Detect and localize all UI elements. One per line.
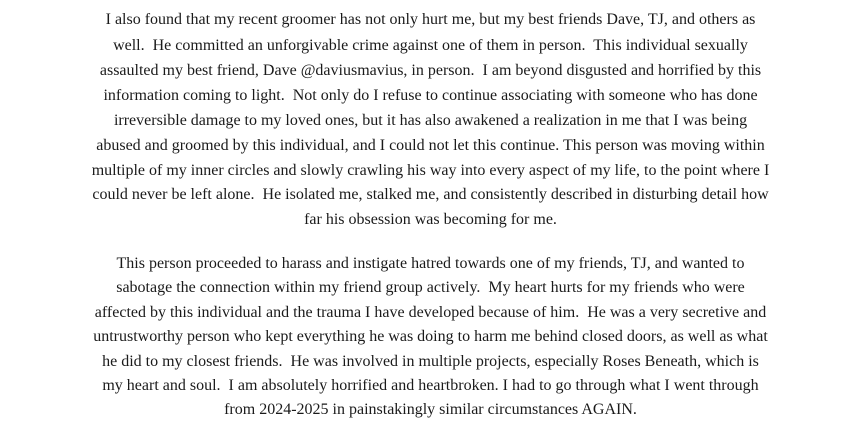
text-line: abused and groomed by this individual, and I could not let this continue. This person was moving within <box>96 137 765 154</box>
text-line: untrustworthy person who kept everything he was doing to harm me behind closed doors, as well as what <box>93 328 768 345</box>
text-line: affected by this individual and the trauma I have developed because of him. He was a very secretive and <box>94 304 767 321</box>
text-line: assaulted my best friend, Dave @daviusmavius, in person. I am beyond disgusted and horrified by this <box>99 62 762 79</box>
text-line: far his obsession was becoming for me. <box>304 211 557 228</box>
text-line: well. He committed an unforgivable crime against one of them in person. This individual sexually <box>113 37 748 54</box>
text-line: I also found that my recent groomer has not only hurt me, but my best friends Dave, TJ, and others as <box>105 11 756 28</box>
text-line: information coming to light. Not only do I refuse to continue associating with someone who has done <box>103 87 758 104</box>
text-line: could never be left alone. He isolated me, stalked me, and consistently described in disturbing detail how <box>92 186 769 203</box>
text-line: sabotage the connection within my friend group actively. My heart hurts for my friends who were <box>116 279 745 296</box>
text-line: my heart and soul. I am absolutely horrified and heartbroken. I had to go through what I went through <box>102 377 759 394</box>
text-line: irreversible damage to my loved ones, but it has also awakened a realization in me that I was being <box>113 112 748 129</box>
text-line: he did to my closest friends. He was involved in multiple projects, especially Roses Beneath, which is <box>102 353 759 370</box>
text-line: This person proceeded to harass and instigate hatred towards one of my friends, TJ, and wanted to <box>116 255 745 272</box>
text-line: multiple of my inner circles and slowly crawling his way into every aspect of my life, to the point where I <box>91 162 770 179</box>
text-line: from 2024-2025 in painstakingly similar circumstances AGAIN. <box>224 401 637 418</box>
